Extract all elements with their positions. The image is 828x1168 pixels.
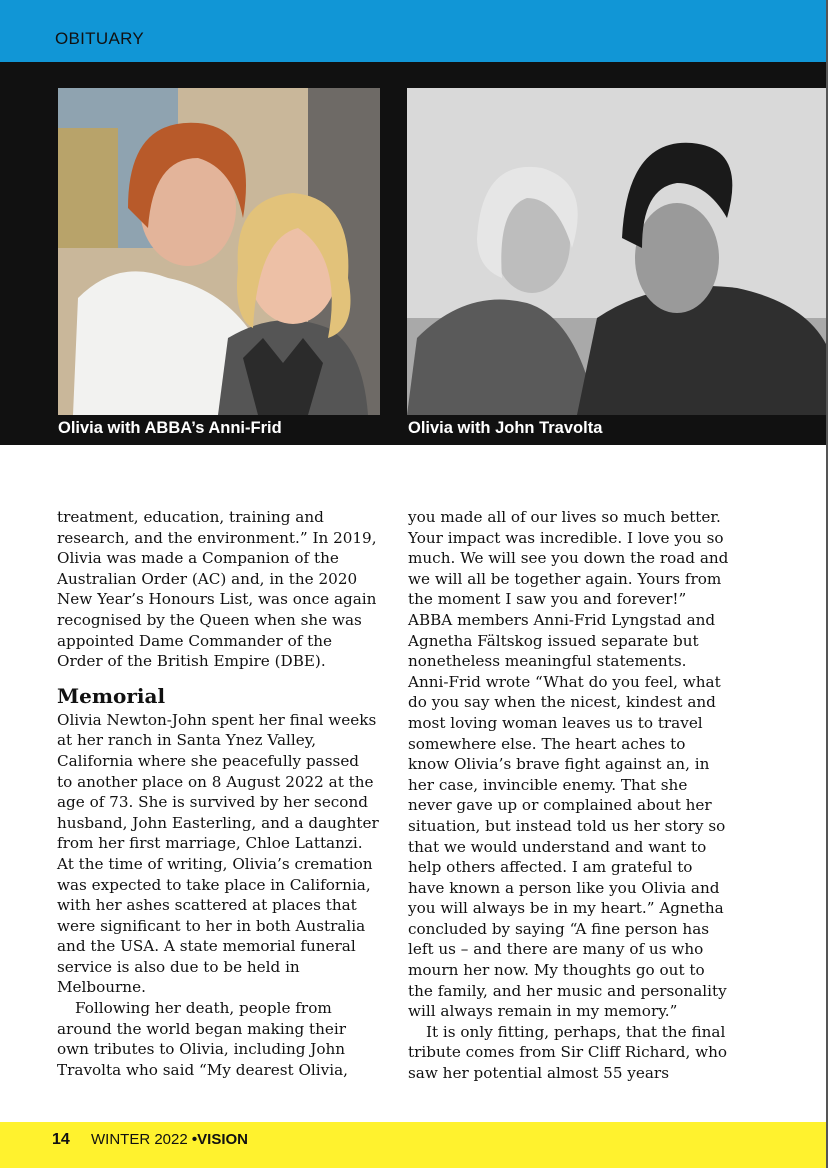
issue-date: WINTER 2022 [91, 1131, 188, 1148]
photo-icon [58, 88, 380, 415]
section-heading: Memorial [57, 683, 166, 708]
body-paragraph: you made all of our lives so much better. Your impact was incredible. I love you so much. We will see you down the road and we will all be together again. Yours from the moment I saw you and forever!” ABBA members Anni-Frid Lyngstad and Agnetha Fältskog issued separate but nonetheless meaningful statements. Anni-Frid wrote “What do you feel, what do you say when the nicest, kindest and most loving woman leaves us to travel somewhere else. The heart aches to know Olivia’s brave fight against an, in her case, invincible enemy. That she never gave up or complained about her situation, but instead told us her story so that we would understand and want to help others affected. I am grateful to have known a person like you Olivia and you will always be in my heart.” Agnetha concluded by saying “A fine person has left us – and there are many of us who mourn her now. My thoughts go out to the family, and her music and personality will always remain in my memory.” [408, 508, 729, 1021]
bullet: • [191, 1131, 198, 1148]
caption-left: Olivia with ABBA’s Anni-Frid [58, 419, 282, 437]
photo-icon [407, 88, 828, 415]
publication-name: VISION [197, 1131, 248, 1148]
body-paragraph: Following her death, people from around the world began making their own tributes to Olivia, including John Travolta who said “My dearest Olivia, [57, 999, 348, 1079]
intro-paragraph: treatment, education, training and research, and the environment.” In 2019, Olivia was made a Companion of the Australian Order (AC) and, in the 2020 New Year’s Honours List, was once again recognised by the Queen when she was appointed Dame Commander of the Order of the British Empire (DBE). [57, 508, 377, 671]
section-label: OBITUARY [55, 29, 144, 48]
page-number: 14 [52, 1131, 70, 1148]
body-paragraph: It is only fitting, perhaps, that the final tribute comes from Sir Cliff Richard, who saw her potential almost 55 years [408, 1022, 728, 1083]
photo-olivia-travolta [407, 88, 828, 415]
caption-right: Olivia with John Travolta [408, 419, 603, 437]
article-column-right [408, 507, 730, 1084]
photo-olivia-anni-frid [58, 88, 380, 415]
article-column-left [57, 507, 379, 1080]
issue-label [91, 1131, 248, 1148]
body-paragraph: Olivia Newton-John spent her final weeks at her ranch in Santa Ynez Valley, California where she peacefully passed to another place on 8 August 2022 at the age of 73. She is survived by her second husband, John Easterling, and a daughter from her first marriage, Chloe Lattanzi. At the time of writing, Olivia’s cremation was expected to take place in California, with her ashes scattered at places that were significant to her in both Australia and the USA. A state memorial funeral service is also due to be held in Melbourne. [57, 710, 379, 997]
